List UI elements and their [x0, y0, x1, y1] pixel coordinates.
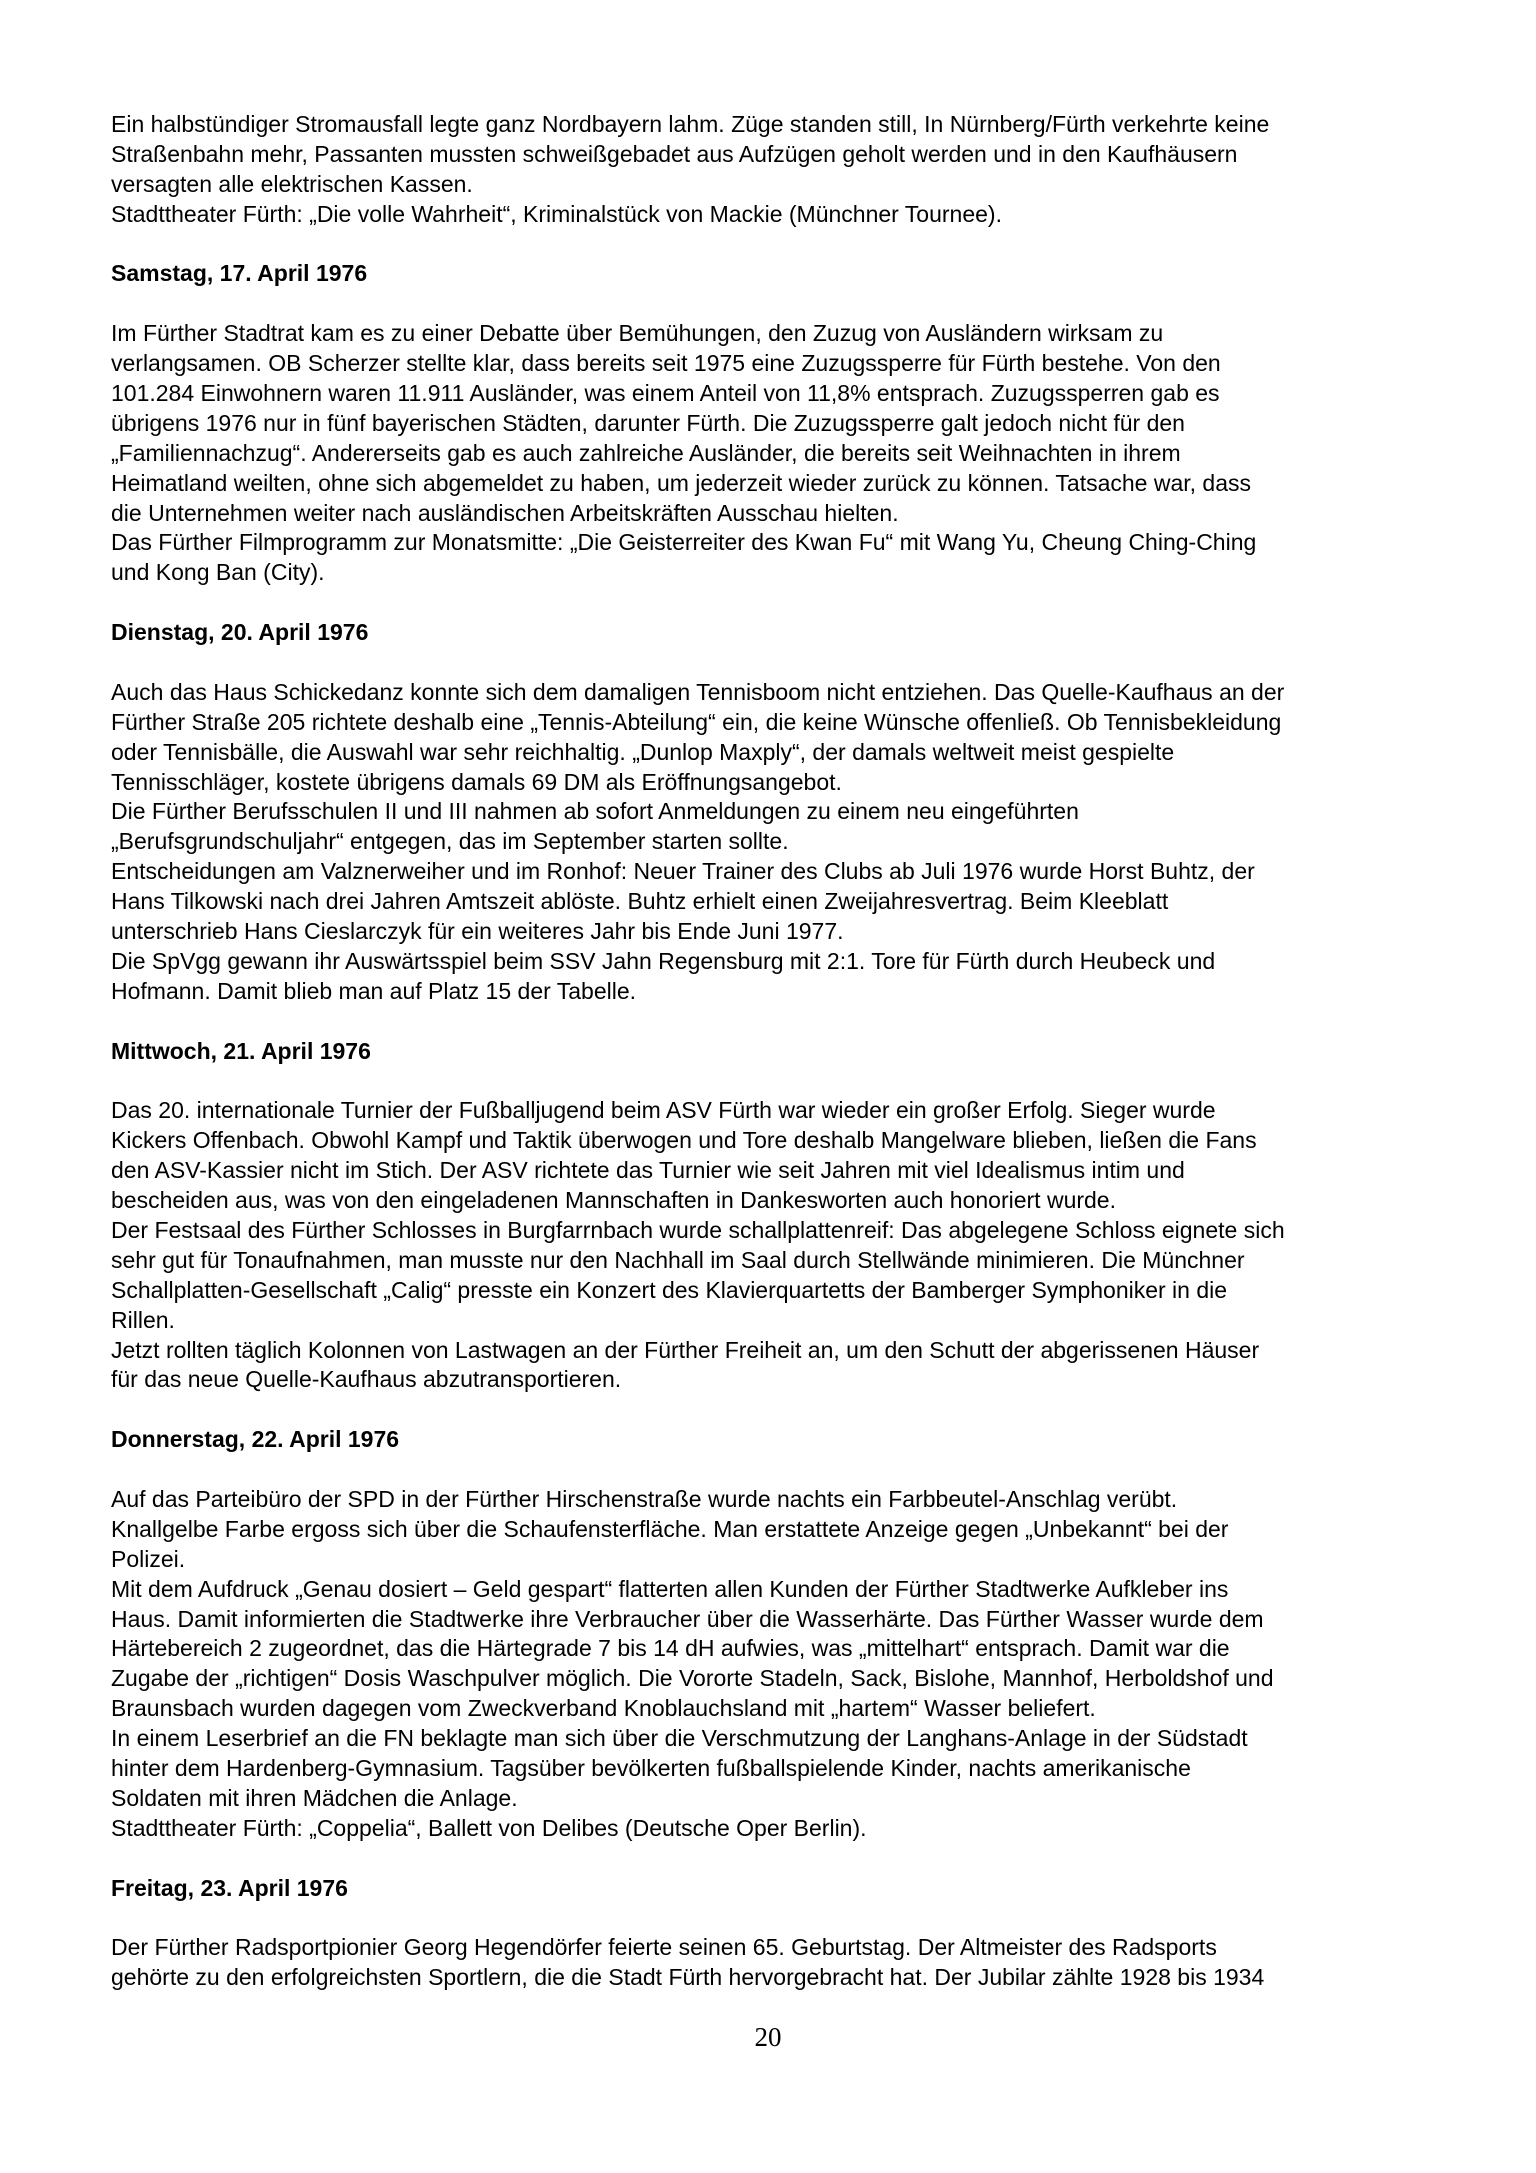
text-line: „Familiennachzug“. Andererseits gab es auch zahlreiche Ausländer, die bereits seit Weihnachten in ihrem [111, 439, 1181, 466]
day-entry [111, 259, 1451, 588]
text-line: versagten alle elektrischen Kassen. [111, 170, 473, 197]
text-line: Zugabe der „richtigen“ Dosis Waschpulver möglich. Die Vororte Stadeln, Sack, Bislohe, Mannhof, Herboldshof und [111, 1665, 1274, 1692]
text-line: Stadttheater Fürth: „Die volle Wahrheit“, Kriminalstück von Mackie (Münchner Tournee). [111, 200, 1002, 227]
page-number: 20 [754, 2022, 782, 2052]
text-line: Fürther Straße 205 richtete deshalb eine „Tennis-Abteilung“ ein, die keine Wünsche offenließ. Ob Tennisbekleidung [111, 708, 1282, 735]
text-line: Schallplatten-Gesellschaft „Calig“ presste ein Konzert des Klavierquartetts der Bamberger Symphoniker in die [111, 1276, 1228, 1303]
text-line: hinter dem Hardenberg-Gymnasium. Tagsüber bevölkerten fußballspielende Kinder, nachts amerikanische [111, 1754, 1191, 1781]
text-line: sehr gut für Tonaufnahmen, man musste nur den Nachhall im Saal durch Stellwände minimieren. Die Münchner [111, 1246, 1245, 1273]
day-entry [111, 1874, 1451, 1994]
text-line: Entscheidungen am Valznerweiher und im Ronhof: Neuer Trainer des Clubs ab Juli 1976 wurde Horst Buhtz, der [111, 858, 1255, 885]
text-line: und Kong Ban (City). [111, 559, 325, 586]
text-line: Straßenbahn mehr, Passanten mussten schweißgebadet aus Aufzügen geholt werden und in den Kaufhäusern [111, 140, 1238, 167]
day-entry [111, 618, 1451, 1007]
text-line: bescheiden aus, was von den eingeladenen Mannschaften in Dankesworten auch honoriert wurde. [111, 1187, 1116, 1214]
text-line: In einem Leserbrief an die FN beklagte man sich über die Verschmutzung der Langhans-Anlage in der Südstadt [111, 1725, 1248, 1752]
text-line: Rillen. [111, 1306, 175, 1333]
date-heading: Samstag, 17. April 1976 [111, 260, 368, 287]
text-line: Tennisschläger, kostete übrigens damals 69 DM als Eröffnungsangebot. [111, 768, 842, 795]
text-line: Mit dem Aufdruck „Genau dosiert – Geld gespart“ flatterten allen Kunden der Fürther Stadtwerke Aufkleber ins [111, 1575, 1229, 1602]
text-line: die Unternehmen weiter nach ausländischen Arbeitskräften Ausschau hielten. [111, 499, 899, 526]
text-line: Knallgelbe Farbe ergoss sich über die Schaufensterfläche. Man erstattete Anzeige gegen „Unbekannt“ bei der [111, 1515, 1229, 1542]
text-line: Haus. Damit informierten die Stadtwerke ihre Verbraucher über die Wasserhärte. Das Fürther Wasser wurde dem [111, 1605, 1264, 1632]
date-heading: Dienstag, 20. April 1976 [111, 619, 369, 646]
text-line: Die Fürther Berufsschulen II und III nahmen ab sofort Anmeldungen zu einem neu eingeführten [111, 798, 1079, 825]
text-line: Auch das Haus Schickedanz konnte sich dem damaligen Tennisboom nicht entziehen. Das Quelle-Kaufhaus an der [111, 678, 1285, 705]
text-line: Das Fürther Filmprogramm zur Monatsmitte: „Die Geisterreiter des Kwan Fu“ mit Wang Yu, Cheung Ching-Ching [111, 529, 1257, 556]
document-page [111, 110, 1451, 1993]
date-heading: Donnerstag, 22. April 1976 [111, 1426, 400, 1453]
text-line: Härtebereich 2 zugeordnet, das die Härtegrade 7 bis 14 dH aufwies, was „mittelhart“ entsprach. Damit war die [111, 1635, 1230, 1662]
text-line: Soldaten mit ihren Mädchen die Anlage. [111, 1784, 518, 1811]
day-entry [111, 1037, 1451, 1396]
text-line: Die SpVgg gewann ihr Auswärtsspiel beim SSV Jahn Regensburg mit 2:1. Tore für Fürth durch Heubeck und [111, 947, 1216, 974]
text-line: 101.284 Einwohnern waren 11.911 Ausländer, was einem Anteil von 11,8% entsprach. Zuzugssperren gab es [111, 380, 1220, 407]
text-line: oder Tennisbälle, die Auswahl war sehr reichhaltig. „Dunlop Maxply“, der damals weltweit meist gespielte [111, 738, 1175, 765]
text-line: Der Fürther Radsportpionier Georg Hegendörfer feierte seinen 65. Geburtstag. Der Altmeister des Radsports [111, 1934, 1217, 1961]
text-line: übrigens 1976 nur in fünf bayerischen Städten, darunter Fürth. Die Zuzugssperre galt jedoch nicht für den [111, 409, 1185, 436]
day-entry [111, 1425, 1451, 1843]
text-line: Hans Tilkowski nach drei Jahren Amtszeit ablöste. Buhtz erhielt einen Zweijahresvertrag. Beim Kleeblatt [111, 888, 1169, 915]
text-line: Auf das Parteibüro der SPD in der Fürther Hirschenstraße wurde nachts ein Farbbeutel-Anschlag verübt. [111, 1485, 1178, 1512]
text-line: Polizei. [111, 1545, 186, 1572]
text-line: „Berufsgrundschuljahr“ entgegen, das im September starten sollte. [111, 828, 789, 855]
text-line: Der Festsaal des Fürther Schlosses in Burgfarrnbach wurde schallplattenreif: Das abgelegene Schloss eignete sich [111, 1216, 1285, 1243]
text-line: Kickers Offenbach. Obwohl Kampf und Taktik überwogen und Tore deshalb Mangelware blieben, ließen die Fans [111, 1127, 1257, 1154]
text-line: Ein halbstündiger Stromausfall legte ganz Nordbayern lahm. Züge standen still, In Nürnberg/Fürth verkehrte keine [111, 111, 1270, 137]
intro-paragraph [111, 110, 1451, 230]
text-line: verlangsamen. OB Scherzer stellte klar, dass bereits seit 1975 eine Zuzugssperre für Fürth bestehe. Von den [111, 350, 1221, 377]
text-line: unterschrieb Hans Cieslarczyk für ein weiteres Jahr bis Ende Juni 1977. [111, 918, 844, 945]
text-line: Braunsbach wurden dagegen vom Zweckverband Knoblauchsland mit „hartem“ Wasser beliefert. [111, 1695, 1096, 1722]
date-heading: Freitag, 23. April 1976 [111, 1874, 348, 1901]
text-line: Hofmann. Damit blieb man auf Platz 15 der Tabelle. [111, 977, 637, 1004]
text-line: Heimatland weilten, ohne sich abgemeldet zu haben, um jederzeit wieder zurück zu können. Tatsache war, dass [111, 469, 1252, 496]
date-heading: Mittwoch, 21. April 1976 [111, 1037, 371, 1064]
text-line: Das 20. internationale Turnier der Fußballjugend beim ASV Fürth war wieder ein großer Erfolg. Sieger wurde [111, 1097, 1216, 1124]
text-line: Stadttheater Fürth: „Coppelia“, Ballett von Delibes (Deutsche Oper Berlin). [111, 1814, 867, 1841]
text-line: für das neue Quelle-Kaufhaus abzutransportieren. [111, 1366, 622, 1393]
text-line: gehörte zu den erfolgreichsten Sportlern, die die Stadt Fürth hervorgebracht hat. Der Jubilar zählte 1928 bis 1934 [111, 1964, 1265, 1991]
text-line: den ASV-Kassier nicht im Stich. Der ASV richtete das Turnier wie seit Jahren mit viel Idealismus intim und [111, 1157, 1185, 1184]
text-line: Im Fürther Stadtrat kam es zu einer Debatte über Bemühungen, den Zuzug von Ausländern wirksam zu [111, 320, 1164, 347]
text-line: Jetzt rollten täglich Kolonnen von Lastwagen an der Fürther Freiheit an, um den Schutt der abgerissenen Häuser [111, 1336, 1260, 1363]
